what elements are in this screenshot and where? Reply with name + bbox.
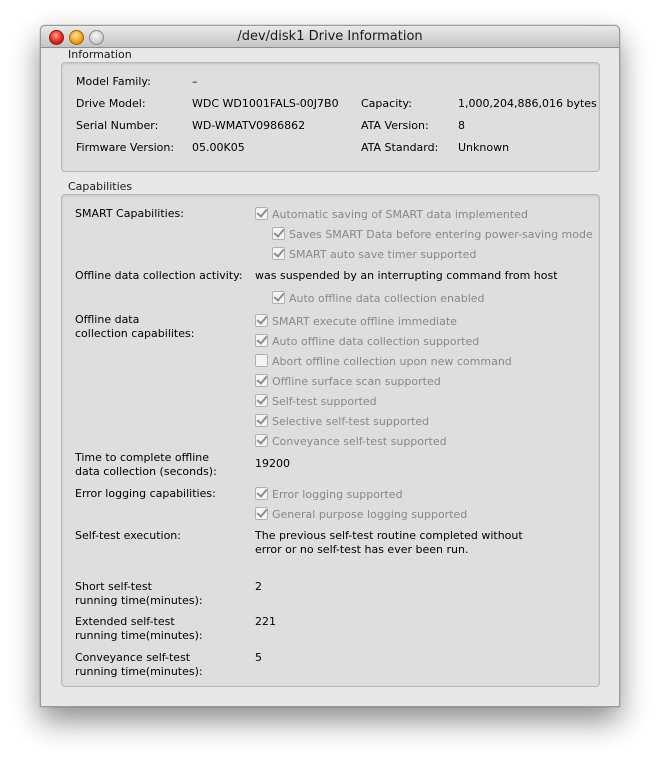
short-self-test-label-line1: Short self-test [75, 580, 152, 593]
checkbox-icon [255, 487, 268, 500]
ata-version-label: ATA Version: [361, 119, 429, 132]
offline-capabilities-label-line2: collection capabilites: [75, 327, 195, 340]
time-to-complete-label-line1: Time to complete offline [75, 451, 209, 464]
model-family-value: – [192, 75, 198, 88]
time-to-complete-label-line2: data collection (seconds): [75, 465, 217, 478]
short-self-test-value: 2 [255, 580, 262, 593]
checkbox-general-purpose-logging[interactable]: General purpose logging supported [255, 507, 467, 521]
capacity-label: Capacity: [361, 97, 412, 110]
conveyance-self-test-label-line2: running time(minutes): [75, 665, 203, 678]
checkbox-selective-self-test[interactable]: Selective self-test supported [255, 414, 429, 428]
checkbox-icon [255, 354, 268, 367]
checkbox-icon [255, 374, 268, 387]
drive-model-label: Drive Model: [76, 97, 146, 110]
smart-capabilities-label: SMART Capabilities: [75, 207, 184, 220]
checkbox-icon [255, 414, 268, 427]
checkbox-self-test-supported[interactable]: Self-test supported [255, 394, 377, 408]
smart-checkbox-saves-before-power-saving[interactable]: Saves SMART Data before entering power-saving mode [272, 227, 593, 241]
checkbox-icon [255, 434, 268, 447]
offline-activity-value: was suspended by an interrupting command from host [255, 269, 558, 282]
checkbox-icon [272, 227, 285, 240]
checkbox-auto-offline-supported[interactable]: Auto offline data collection supported [255, 334, 479, 348]
ata-standard-value: Unknown [458, 141, 510, 154]
ata-standard-label: ATA Standard: [361, 141, 439, 154]
window-title: /dev/disk1 Drive Information [237, 29, 423, 44]
self-test-execution-value-line2: error or no self-test has ever been run. [255, 543, 469, 556]
extended-self-test-label-line1: Extended self-test [75, 615, 175, 628]
checkbox-abort-offline-collection[interactable]: Abort offline collection upon new command [255, 354, 512, 368]
checkbox-error-logging[interactable]: Error logging supported [255, 487, 403, 501]
self-test-execution-label: Self-test execution: [75, 529, 181, 542]
checkbox-icon [272, 247, 285, 260]
checkbox-icon [255, 507, 268, 520]
error-logging-label: Error logging capabilities: [75, 487, 216, 500]
smart-checkbox-auto-save-timer[interactable]: SMART auto save timer supported [272, 247, 476, 261]
ata-version-value: 8 [458, 119, 465, 132]
checkbox-icon [272, 291, 285, 304]
firmware-version-label: Firmware Version: [76, 141, 175, 154]
title-bar[interactable] [41, 26, 619, 48]
serial-number-label: Serial Number: [76, 119, 159, 132]
time-to-complete-value: 19200 [255, 457, 290, 470]
offline-activity-label: Offline data collection activity: [75, 269, 243, 282]
checkbox-icon [255, 207, 268, 220]
firmware-version-value: 05.00K05 [192, 141, 245, 154]
model-family-label: Model Family: [76, 75, 151, 88]
checkbox-icon [255, 394, 268, 407]
short-self-test-label-line2: running time(minutes): [75, 594, 203, 607]
information-box [61, 62, 600, 172]
checkbox-execute-offline-immediate[interactable]: SMART execute offline immediate [255, 314, 457, 328]
self-test-execution-value-line1: The previous self-test routine completed without [255, 529, 523, 542]
checkbox-icon [255, 334, 268, 347]
capabilities-box [61, 194, 600, 687]
drive-model-value: WDC WD1001FALS-00J7B0 [192, 97, 339, 110]
drive-info-window [40, 25, 620, 707]
smart-checkbox-auto-saving[interactable]: Automatic saving of SMART data implemented [255, 207, 528, 221]
offline-capabilities-label-line1: Offline data [75, 313, 140, 326]
checkbox-conveyance-self-test[interactable]: Conveyance self-test supported [255, 434, 447, 448]
capacity-value: 1,000,204,886,016 bytes [458, 97, 597, 110]
information-section-label: Information [68, 48, 132, 61]
conveyance-self-test-label-line1: Conveyance self-test [75, 651, 191, 664]
extended-self-test-label-line2: running time(minutes): [75, 629, 203, 642]
conveyance-self-test-value: 5 [255, 651, 262, 664]
checkbox-icon [255, 314, 268, 327]
serial-number-value: WD-WMATV0986862 [192, 119, 306, 132]
extended-self-test-value: 221 [255, 615, 276, 628]
capabilities-section-label: Capabilities [68, 180, 133, 193]
checkbox-offline-surface-scan[interactable]: Offline surface scan supported [255, 374, 441, 388]
checkbox-auto-offline-enabled[interactable]: Auto offline data collection enabled [272, 291, 485, 305]
